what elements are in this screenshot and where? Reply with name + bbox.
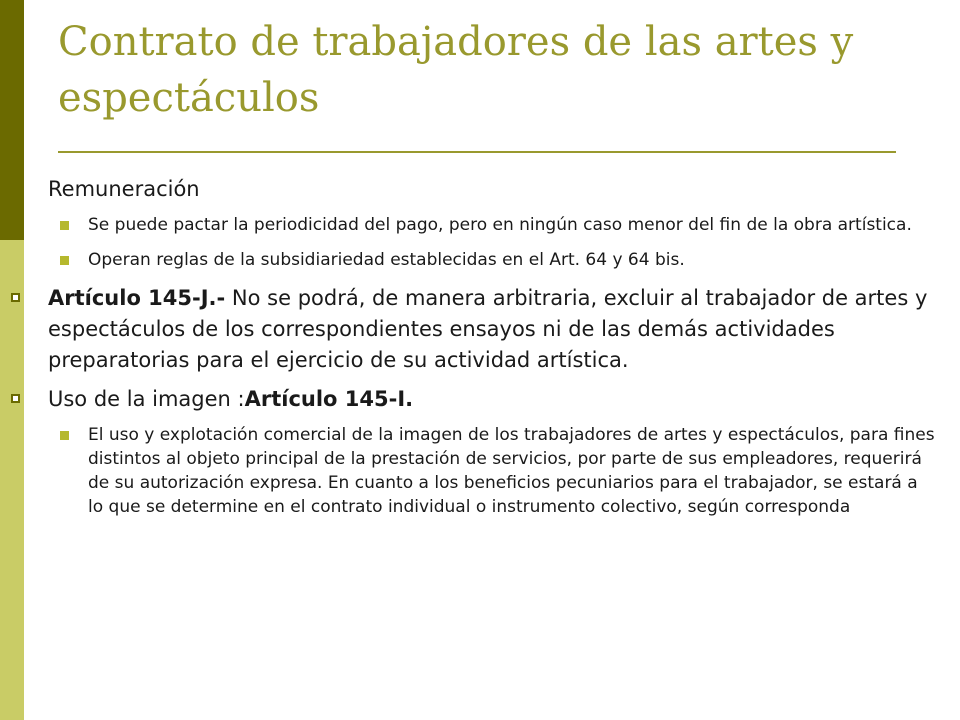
section-articulo-145j <box>48 283 928 376</box>
list-item <box>88 423 938 519</box>
slide-body <box>0 174 960 530</box>
bullet-text: El uso y explotación comercial de la imagen de los trabajadores de artes y espectáculos, para fines distintos al objeto principal de la prestación de servicios, por parte de sus empleadores, requerirá de su autorización expresa. En cuanto a los beneficios pecuniarios para el trabajador, se estará a lo que se determine en el contrato individual o instrumento colectivo, según corresponda <box>88 425 935 517</box>
list-item <box>88 213 938 237</box>
section-heading: Remuneración <box>48 177 200 201</box>
square-bullet-icon <box>11 184 21 194</box>
square-bullet-icon <box>60 221 69 230</box>
hollow-square-bullet-icon <box>11 394 20 403</box>
bullet-text: Operan reglas de la subsidiariedad establecidas en el Art. 64 y 64 bis. <box>88 250 685 270</box>
section-text: No se podrá, de manera arbitraria, excluir al trabajador de artes y espectáculos de los correspondientes ensayos ni de las demás actividades preparatorias para el ejercicio de su actividad artística. <box>48 286 928 372</box>
section-remuneracion <box>48 174 928 205</box>
section-uso-imagen <box>48 384 928 415</box>
slide-title: Contrato de trabajadores de las artes y espectáculos <box>58 19 854 121</box>
list-item <box>88 248 938 272</box>
title-divider <box>58 151 896 153</box>
bullet-text: Se puede pactar la periodicidad del pago, pero en ningún caso menor del fin de la obra artística. <box>88 215 912 235</box>
section-text: Uso de la imagen : <box>48 387 245 411</box>
article-reference: Artículo 145-J.- <box>48 286 226 310</box>
square-bullet-icon <box>60 256 69 265</box>
square-bullet-icon <box>60 431 69 440</box>
article-reference: Artículo 145-I. <box>244 387 414 411</box>
hollow-square-bullet-icon <box>11 293 20 302</box>
